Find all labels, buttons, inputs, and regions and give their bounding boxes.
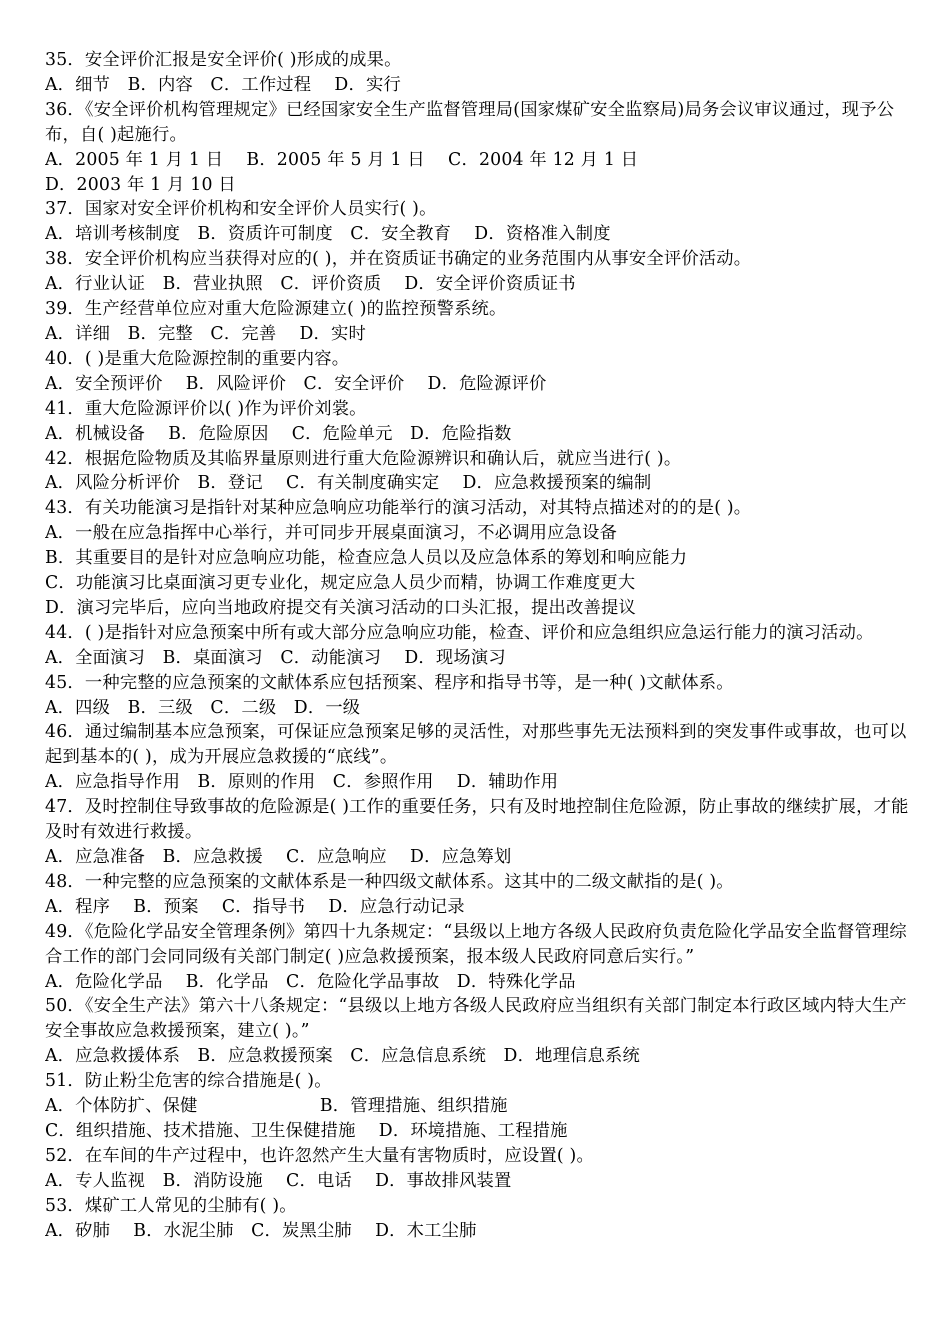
answer-options-line: A．个体防扩、保健 B．管理措施、组织措施 (45, 1096, 508, 1117)
question-line: 35．安全评价汇报是安全评价( )形成的成果。 (45, 50, 402, 70)
question-line: 44．( )是指针对应急预案中所有或大部分应急响应功能，检查、评价和应急组织应急运行能力的演习活动。 (45, 622, 874, 643)
question-line: 51．防止粉尘危害的综合措施是( )。 (45, 1071, 332, 1092)
question-line: 45．一种完整的应急预案的文献体系应包括预案、程序和指导书等，是一种( )文献体系。 (45, 672, 734, 693)
question-line: 40．( )是重大危险源控制的重要内容。 (45, 348, 350, 369)
question-line: 38．安全评价机构应当获得对应的( )，并在资质证书确定的业务范围内从事安全评价活动。 (45, 249, 752, 270)
question-line: 42．根据危险物质及其临界量原则进行重大危险源辨识和确认后，就应当进行( )。 (45, 448, 682, 469)
answer-options-line: A．应急救援体系 B．应急救援预案 C．应急信息系统 D．地理信息系统 (45, 1046, 640, 1067)
answer-options-line: D．演习完毕后，应向当地政府提交有关演习活动的口头汇报，提出改善提议 (45, 597, 636, 618)
answer-options-line: A．安全预评价 B．风险评价 C．安全评价 D．危险源评价 (45, 373, 547, 394)
answer-options-line: A．程序 B．预案 C．指导书 D．应急行动记录 (45, 896, 465, 917)
answer-options-line: A．详细 B．完整 C．完善 D．实时 (45, 323, 366, 344)
answer-options-line: A．专人监视 B．消防设施 C．电话 D．事故排风装置 (45, 1170, 512, 1191)
question-line: 39．生产经营单位应对重大危险源建立( )的监控预警系统。 (45, 299, 507, 320)
question-line: 53．煤矿工人常见的尘肺有( )。 (45, 1195, 297, 1216)
answer-options-line: B．其重要目的是针对应急响应功能，检查应急人员以及应急体系的筹划和响应能力 (45, 548, 688, 569)
answer-options-line: A．危险化学品 B．化学品 C．危险化学品事故 D．特殊化学品 (45, 971, 576, 992)
answer-options-line: C．功能演习比桌面演习更专业化，规定应急人员少而精，协调工作难度更大 (45, 573, 636, 594)
answer-options-line: A．行业认证 B．营业执照 C．评价资质 D．安全评价资质证书 (45, 274, 576, 295)
question-line: 49．《危险化学品安全管理条例》第四十九条规定：“县级以上地方各级人民政府负责危险化学品安全监督管理综合工作的部门会同同级有关部门制定( )应急救援预案，报本级人民政府同意后实行。” (45, 921, 907, 967)
answer-options-line: C．组织措施、技术措施、卫生保健措施 D．环境措施、工程措施 (45, 1120, 568, 1141)
answer-options-line: A．应急准备 B．应急救援 C．应急响应 D．应急筹划 (45, 847, 512, 867)
question-line: 36．《安全评价机构管理规定》已经国家安全生产监督管理局(国家煤矿安全监察局)局务会议审议通过，现予公布，自( )起施行。 (45, 99, 895, 145)
question-line: 37．国家对安全评价机构和安全评价人员实行( )。 (45, 199, 437, 220)
answer-options-line: A．细节 B．内容 C．工作过程 D．实行 (45, 74, 401, 95)
answer-options-line: A．2005 年 1 月 1 日 B．2005 年 5 月 1 日 C．2004 年 12 月 1 日 (45, 149, 639, 170)
question-line: 52．在车间的牛产过程中，也许忽然产生大量有害物质时，应设置( )。 (45, 1145, 594, 1166)
question-line: 46．通过编制基本应急预案，可保证应急预案足够的灵活性，对那些事先无法预料到的突发事件或事故，也可以起到基本的( )，成为开展应急救援的“底线”。 (45, 722, 907, 768)
answer-options-line: A．一般在应急指挥中心举行，并可同步开展桌面演习，不必调用应急设备 (45, 523, 618, 544)
answer-options-line: A．矽肺 B．水泥尘肺 C．炭黑尘肺 D．木工尘肺 (45, 1220, 477, 1241)
answer-options-line: A．机械设备 B．危险原因 C．危险单元 D．危险指数 (45, 423, 512, 444)
question-line: 50．《安全生产法》第六十八条规定：“县级以上地方各级人民政府应当组织有关部门制定本行政区域内特大生产安全事故应急救援预案，建立( )。” (45, 996, 907, 1042)
document-body (45, 48, 920, 1244)
answer-options-line: A．全面演习 B．桌面演习 C．动能演习 D．现场演习 (45, 647, 506, 668)
answer-options-line: A．四级 B．三级 C．二级 D．一级 (45, 697, 361, 718)
question-line: 43．有关功能演习是指针对某种应急响应功能举行的演习活动，对其特点描述对的的是( )。 (45, 498, 752, 519)
answer-options-line: D．2003 年 1 月 10 日 (45, 174, 236, 195)
question-line: 47．及时控制住导致事故的危险源是( )工作的重要任务，只有及时地控制住危险源，防止事故的继续扩展，才能及时有效进行救援。 (45, 797, 909, 843)
answer-options-line: A．应急指导作用 B．原则的作用 C．参照作用 D．辅助作用 (45, 772, 559, 793)
question-line: 48．一种完整的应急预案的文献体系是一种四级文献体系。这其中的二级文献指的是( )。 (45, 871, 734, 892)
answer-options-line: A．培训考核制度 B．资质许可制度 C．安全教育 D．资格准入制度 (45, 224, 611, 245)
answer-options-line: A．风险分析评价 B．登记 C．有关制度确实定 D．应急救援预案的编制 (45, 473, 652, 494)
question-line: 41．重大危险源评价以( )作为评价刘裳。 (45, 398, 367, 419)
